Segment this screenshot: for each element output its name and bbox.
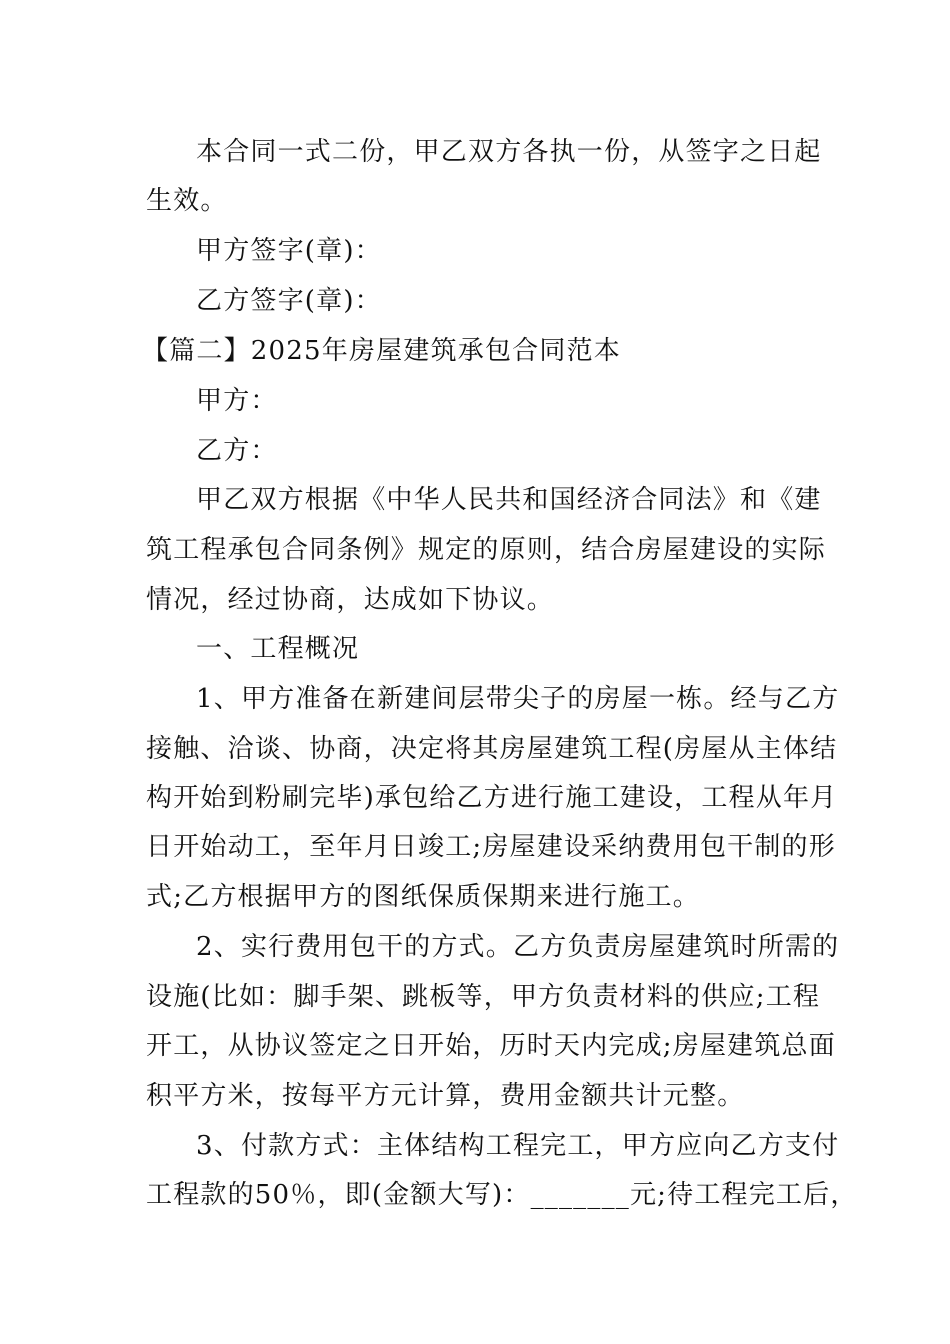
- paragraph-intro-line: 情况，经过协商，达成如下协议。: [146, 585, 555, 615]
- clause-2-line: 开工，从协议签定之日开始，历时天内完成;房屋建筑总面: [146, 1031, 836, 1061]
- clause-1-line: 日开始动工，至年月日竣工;房屋建设采纳费用包干制的形: [146, 832, 836, 862]
- clause-2-line: 设施(比如：脚手架、跳板等，甲方负责材料的供应;工程: [146, 982, 821, 1012]
- subsection-heading: 一、工程概况: [196, 634, 360, 664]
- clause-1-line: 接触、洽谈、协商，决定将其房屋建筑工程(房屋从主体结: [146, 734, 838, 764]
- party-a-signature-label: 甲方签字(章)：: [196, 236, 382, 266]
- paragraph-intro-line: 甲乙双方根据《中华人民共和国经济合同法》和《建: [196, 485, 822, 515]
- clause-3-line: 3、付款方式：主体结构工程完工，甲方应向乙方支付: [196, 1131, 840, 1161]
- contract-effective-text: 生效。: [146, 186, 228, 216]
- clause-1-line: 1、甲方准备在新建间层带尖子的房屋一栋。经与乙方: [196, 684, 840, 714]
- clause-1-line: 构开始到粉刷完毕)承包给乙方进行施工建设，工程从年月: [146, 783, 838, 813]
- clause-1-line: 式;乙方根据甲方的图纸保质保期来进行施工。: [146, 882, 700, 912]
- party-a-label: 甲方：: [196, 386, 278, 416]
- clause-2-line: 2、实行费用包干的方式。乙方负责房屋建筑时所需的: [196, 932, 840, 962]
- party-b-signature-label: 乙方签字(章)：: [196, 286, 382, 316]
- clause-3-line: 工程款的50％，即(金额大写)：_______元;待工程完工后，: [146, 1180, 858, 1210]
- paragraph-intro-line: 筑工程承包合同条例》规定的原则，结合房屋建设的实际: [146, 535, 827, 565]
- clause-2-line: 积平方米，按每平方元计算，费用金额共计元整。: [146, 1081, 745, 1111]
- section-heading: 【篇二】2025年房屋建筑承包合同范本: [142, 336, 621, 366]
- contract-copies-text: 本合同一式二份，甲乙双方各执一份，从签字之日起: [196, 137, 822, 167]
- party-b-label: 乙方：: [196, 436, 278, 466]
